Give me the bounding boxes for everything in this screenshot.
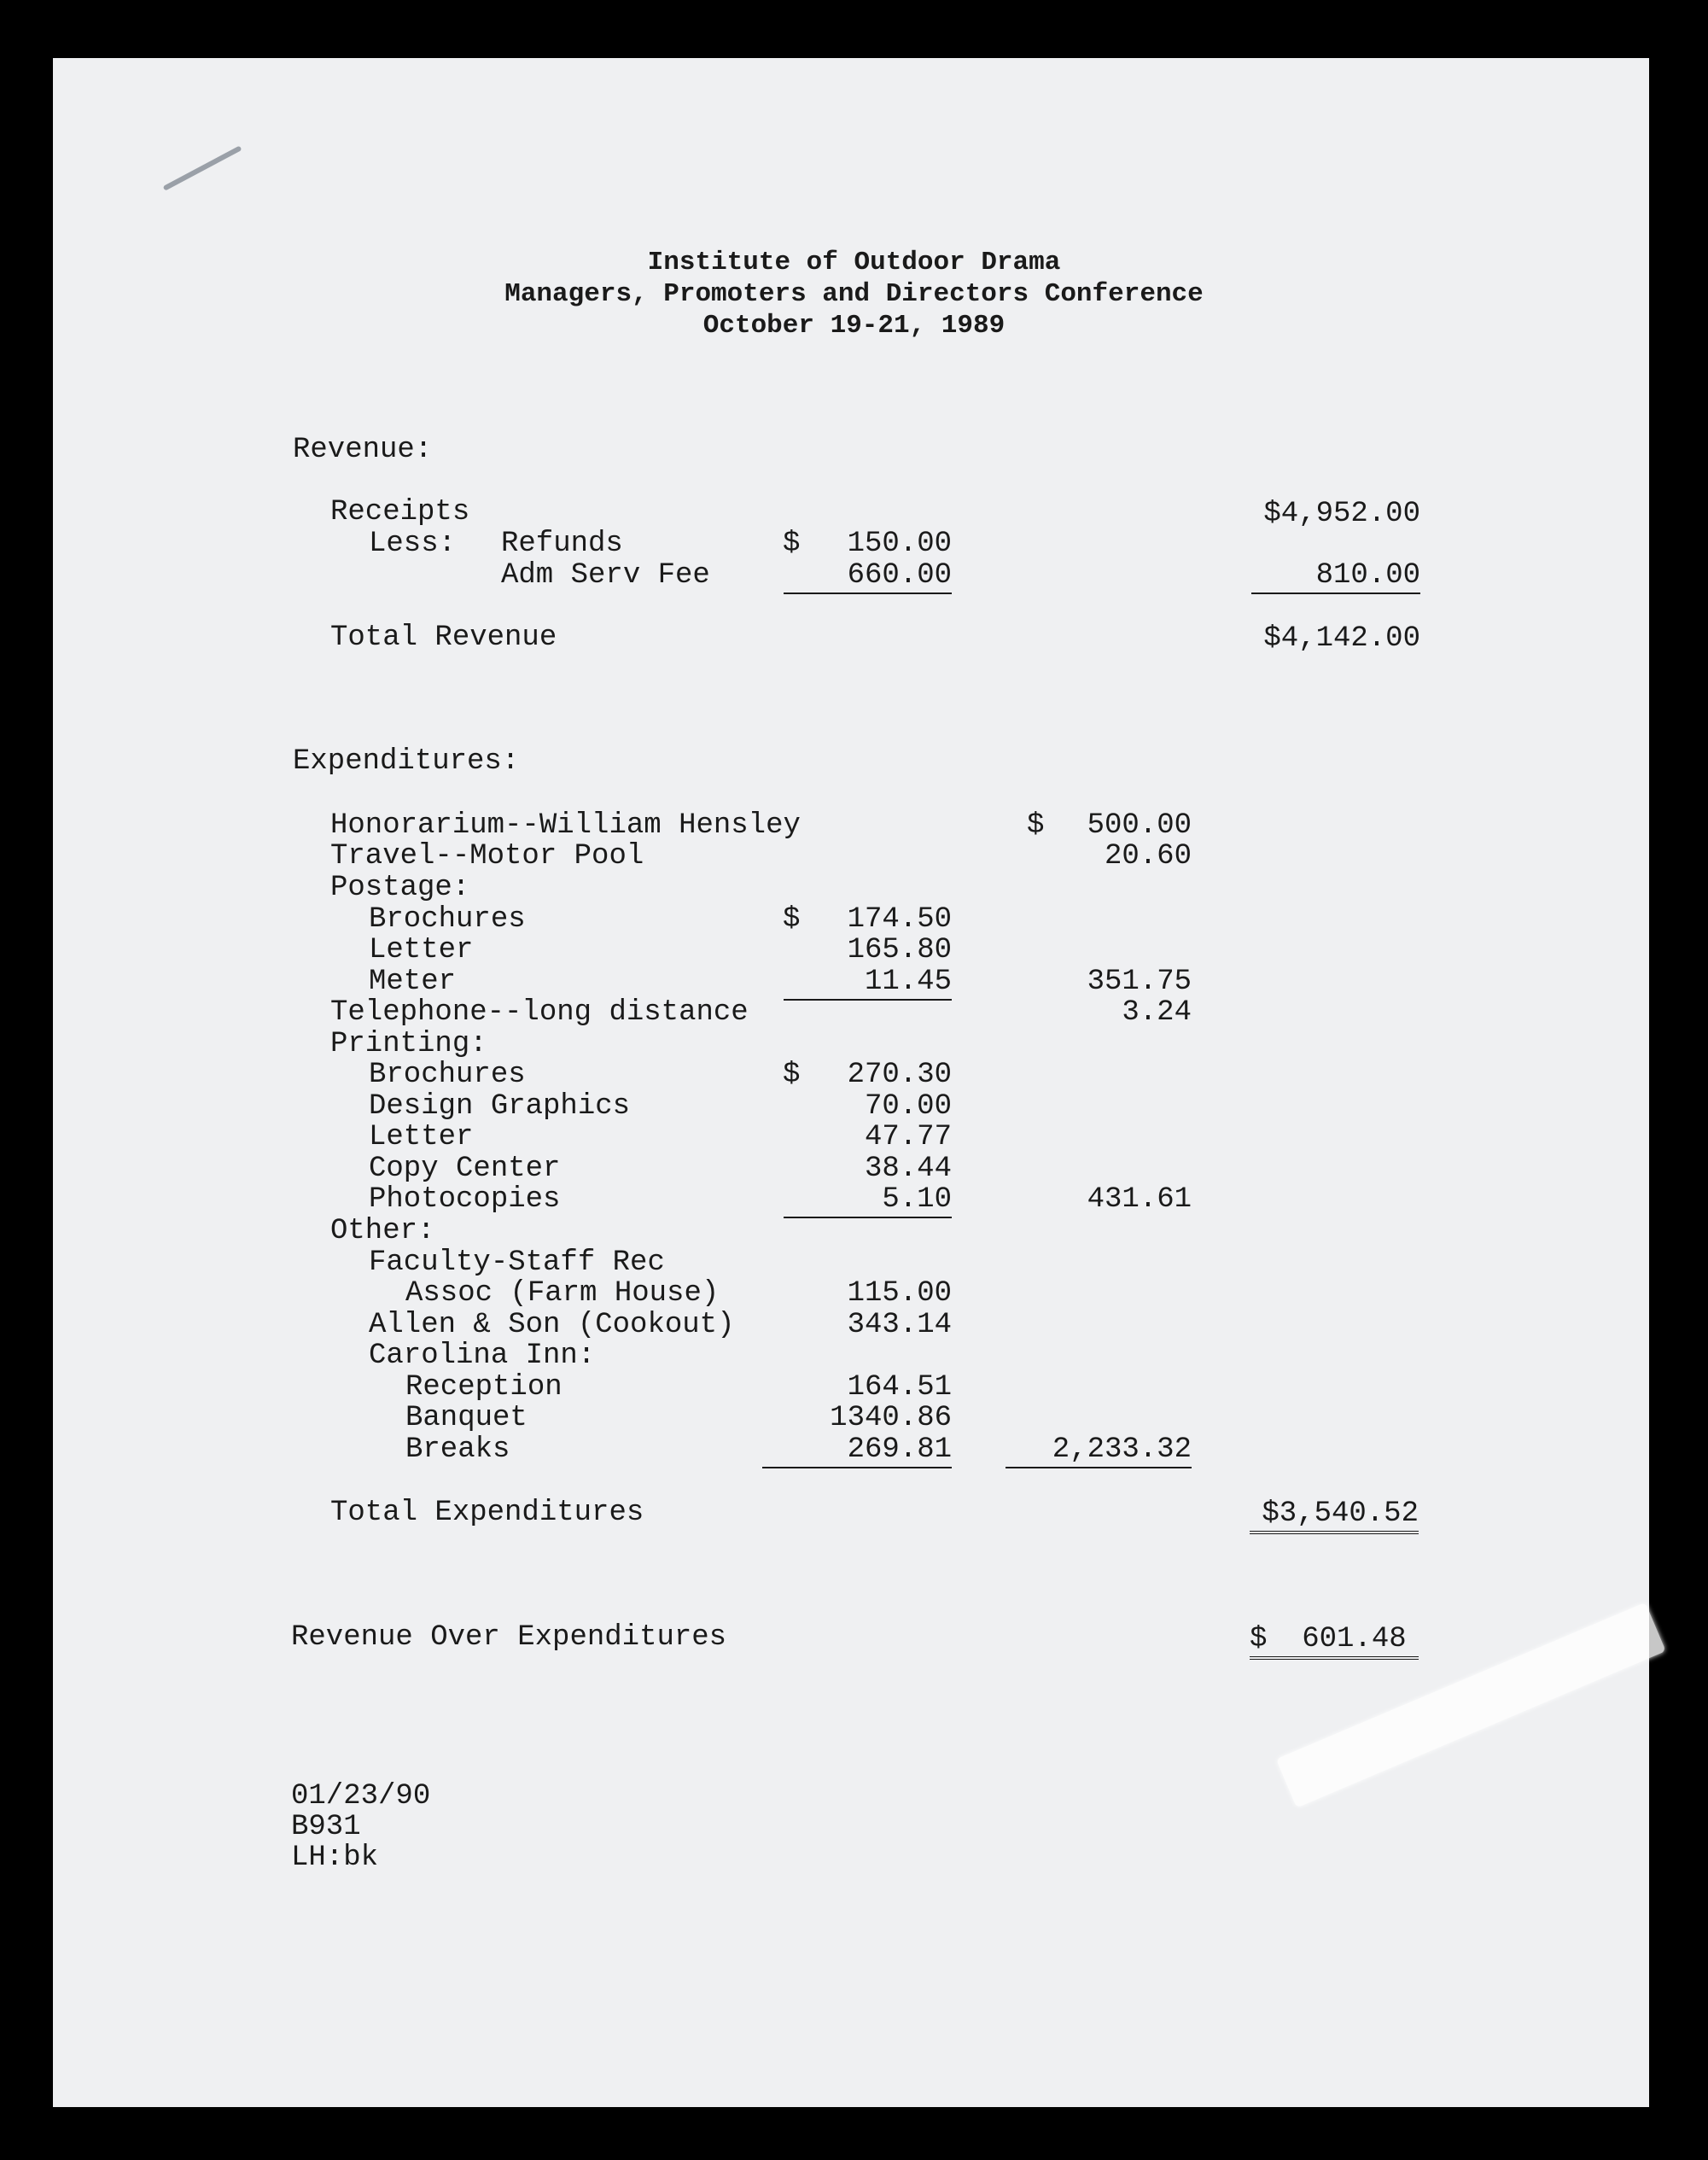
footer-initials: LH:bk <box>291 1842 379 1874</box>
other-label: Other: <box>330 1215 435 1247</box>
title-line-2: Managers, Promoters and Directors Conference <box>504 279 1204 309</box>
adm-serv-fee-amount: 660.00 <box>784 561 952 594</box>
refunds-amount: 150.00 <box>847 528 952 560</box>
total-revenue-amount: $4,142.00 <box>1263 622 1420 655</box>
receipts-total: $4,952.00 <box>1263 498 1420 530</box>
printing-label: Printing: <box>330 1028 487 1060</box>
adm-serv-fee-label: Adm Serv Fee <box>501 559 710 592</box>
postage-label: Postage: <box>330 872 470 904</box>
footer-code: B931 <box>291 1811 361 1843</box>
revenue-over-expenditures-amount: $ 601.48 <box>1250 1625 1419 1660</box>
total-revenue-label: Total Revenue <box>330 622 557 654</box>
postage-item-dollar-sign: $ <box>783 903 801 936</box>
staple <box>163 145 242 190</box>
faculty-label-line-1: Faculty-Staff Rec <box>369 1246 665 1279</box>
less-label: Less: <box>369 528 457 560</box>
allen-label: Allen & Son (Cookout) <box>369 1309 735 1341</box>
reception-amount: 164.51 <box>847 1371 952 1404</box>
printing-item-amount: 70.00 <box>864 1090 952 1123</box>
telephone-label: Telephone--long distance <box>330 996 749 1029</box>
travel-amount: 20.60 <box>1104 840 1192 873</box>
title-line-3: October 19-21, 1989 <box>702 311 1006 341</box>
breaks-label: Breaks <box>405 1433 510 1466</box>
receipts-label: Receipts <box>330 496 470 528</box>
printing-item-amount: 270.30 <box>847 1059 952 1091</box>
travel-label: Travel--Motor Pool <box>330 840 644 873</box>
honorarium-label: Honorarium--William Hensley <box>330 809 801 842</box>
printing-total: 431.61 <box>1087 1183 1192 1216</box>
refunds-label: Refunds <box>501 528 623 560</box>
printing-item-label: Brochures <box>369 1059 526 1091</box>
allen-amount: 343.14 <box>847 1309 952 1341</box>
printing-item-amount: 47.77 <box>864 1121 952 1153</box>
postage-item-label: Brochures <box>369 903 526 936</box>
faculty-amount: 115.00 <box>847 1277 952 1310</box>
postage-item-amount: 165.80 <box>847 934 952 966</box>
postage-item-label: Meter <box>369 966 457 998</box>
printing-item-label: Photocopies <box>369 1183 561 1216</box>
banquet-amount: 1340.86 <box>830 1402 952 1434</box>
footer-date: 01/23/90 <box>291 1780 431 1813</box>
printing-item-label: Letter <box>369 1121 474 1153</box>
postage-total: 351.75 <box>1087 966 1192 998</box>
title-line-1: Institute of Outdoor Drama <box>647 248 1061 277</box>
total-expenditures-amount: $3,540.52 <box>1250 1499 1419 1534</box>
honorarium-amount: 500.00 <box>1087 809 1192 842</box>
revenue-heading: Revenue: <box>293 434 433 466</box>
printing-item-dollar-sign: $ <box>783 1059 801 1091</box>
refunds-dollar-sign: $ <box>783 528 801 560</box>
total-expenditures-label: Total Expenditures <box>330 1497 644 1529</box>
postage-item-label: Letter <box>369 934 474 966</box>
expenditures-heading: Expenditures: <box>293 745 520 778</box>
postage-item-amount: 11.45 <box>784 967 952 1001</box>
printing-item-amount: 5.10 <box>784 1185 952 1218</box>
printing-item-amount: 38.44 <box>864 1153 952 1185</box>
faculty-label-line-2: Assoc (Farm House) <box>405 1277 720 1310</box>
honorarium-dollar-sign: $ <box>1027 809 1045 842</box>
less-total: 810.00 <box>1251 561 1420 594</box>
printing-item-label: Design Graphics <box>369 1090 631 1123</box>
revenue-over-expenditures-label: Revenue Over Expenditures <box>291 1621 727 1654</box>
reception-label: Reception <box>405 1371 563 1404</box>
printing-item-label: Copy Center <box>369 1153 561 1185</box>
telephone-amount: 3.24 <box>1122 996 1192 1029</box>
banquet-label: Banquet <box>405 1402 528 1434</box>
other-total: 2,233.32 <box>1006 1435 1192 1468</box>
postage-item-amount: 174.50 <box>847 903 952 936</box>
carolina-inn-label: Carolina Inn: <box>369 1340 596 1372</box>
breaks-amount: 269.81 <box>762 1435 952 1468</box>
